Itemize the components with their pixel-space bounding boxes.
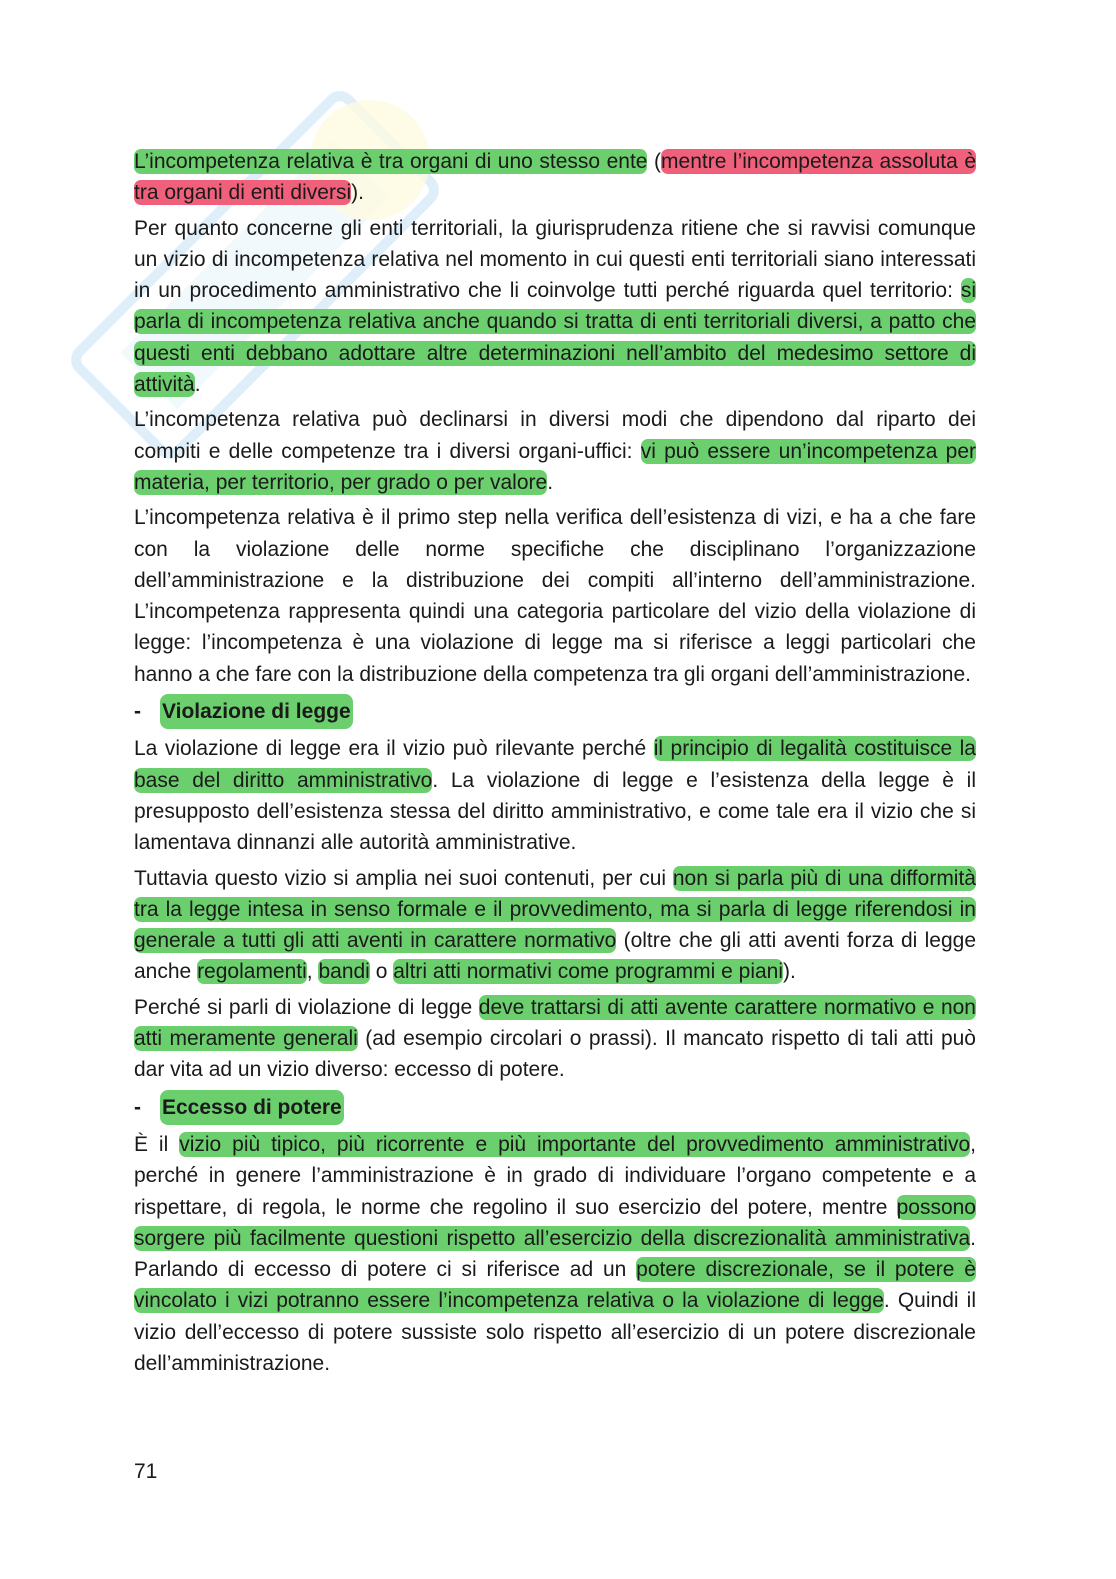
paragraph [134, 404, 976, 498]
paragraph [134, 733, 976, 858]
text-run: ( [647, 150, 662, 173]
highlighted-text: vi può essere un’incompetenza per materia, per territorio, per grado o per valore [134, 439, 976, 494]
document-body [134, 146, 976, 1383]
highlighted-text: regolamenti [197, 960, 307, 984]
highlighted-text: il principio di legalità costituisce la base del diritto amministrativo [134, 737, 976, 792]
highlighted-text: deve trattarsi di atti avente carattere normativo e non atti meramente generali [134, 995, 976, 1051]
text-run: , perché in genere l’amministrazione è in grado di individuare l’organo competente e a rispettare, di regola, le norme che regolino il suo esercizio del potere, mentre [134, 1132, 976, 1219]
text-run: Perché si parli di violazione di legge [134, 995, 479, 1019]
section-heading [134, 694, 976, 729]
highlighted-text: si parla di incompetenza relativa anche quando si tratta di enti territoriali diversi, a patto che questi enti debbano adottare altre determinazioni nell’ambito del medesimo settore di attività [134, 279, 976, 397]
page-number: 71 [134, 1460, 158, 1483]
paragraph [134, 863, 976, 988]
text-run: L’incompetenza relativa è il primo step nella verifica dell’esistenza di vizi, e ha a che fare con la violazione delle norme specifiche che disciplinano l’organizzazione dell’amministrazione e la distribuzione dei compiti all’interno dell’amministrazione. L’incompetenza rappresenta quindi una categoria particolare del vizio della violazione di legge: l’incompetenza è una violazione di legge ma si riferisce a leggi particolari che hanno a che fare con la distribuzione della competenza tra gli organi dell’amministrazione. [134, 506, 976, 686]
highlighted-text-pink: mentre l’incompetenza assoluta è tra organi di enti diversi [134, 150, 976, 205]
heading-text: Eccesso di potere [160, 1090, 344, 1125]
paragraph [134, 146, 976, 209]
highlighted-text: non si parla più di una difformità tra la legge intesa in senso formale e il provvedimento, ma si parla di legge riferendosi in generale a tutti gli atti aventi in carattere normativo [134, 866, 976, 953]
text-run: L’incompetenza relativa può declinarsi in diversi modi che dipendono dal riparto dei compiti e delle competenze tra i diversi organi-uffici: [134, 408, 976, 463]
section-heading [134, 1090, 976, 1125]
text-run: (oltre che gli atti aventi forza di legge anche [134, 929, 976, 984]
text-run: ). [783, 960, 796, 984]
highlighted-text: possono sorgere più facilmente questioni rispetto all’esercizio della discrezionalità amministrativa [134, 1195, 976, 1250]
highlighted-text: bandi [318, 960, 370, 984]
paragraph [134, 1129, 976, 1379]
text-run: Tuttavia questo vizio si amplia nei suoi contenuti, per cui [134, 866, 673, 890]
highlighted-text: potere discrezionale, se il potere è vincolato i vizi potranno essere l’incompetenza relativa o la violazione di legge [134, 1258, 976, 1313]
text-run: . [194, 373, 201, 397]
text-run: o [369, 960, 394, 984]
text-run: . [547, 470, 554, 494]
heading-bullet: - [134, 1095, 141, 1119]
text-run: Per quanto concerne gli enti territoriali, la giurisprudenza ritiene che si ravvisi comunque un vizio di incompetenza relativa nel momento in cui questi enti territoriali siano interessati in un procedimento amministrativo che li coinvolge tutti perché riguarda quel territorio: [134, 216, 976, 303]
text-run: . La violazione di legge e l’esistenza della legge è il presupposto dell’esistenza stessa del diritto amministrativo, e come tale era il vizio che si lamentava dinnanzi alle autorità amministrative. [134, 768, 976, 855]
highlighted-text: altri atti normativi come programmi e piani [393, 960, 784, 984]
text-run: (ad esempio circolari o prassi). Il mancato rispetto di tali atti può dar vita ad un vizio diverso: eccesso di potere. [134, 1027, 976, 1082]
paragraph [134, 502, 976, 690]
paragraph [134, 992, 976, 1086]
text-run: La violazione di legge era il vizio può rilevante perché [134, 737, 654, 761]
heading-bullet: - [134, 700, 141, 724]
text-run: . Parlando di eccesso di potere ci si riferisce ad un [134, 1226, 976, 1282]
highlighted-text: L’incompetenza relativa è tra organi di uno stesso ente [134, 150, 648, 173]
heading-text: Violazione di legge [160, 694, 353, 729]
paragraph [134, 213, 976, 401]
text-run: . Quindi il vizio dell’eccesso di potere sussiste solo rispetto all’esercizio di un potere discrezionale dell’amministrazione. [134, 1289, 976, 1375]
text-run: ). [351, 181, 364, 205]
text-run: È il [134, 1132, 180, 1156]
text-run: , [306, 960, 319, 984]
highlighted-text: vizio più tipico, più ricorrente e più importante del provvedimento amministrativo [179, 1132, 971, 1156]
